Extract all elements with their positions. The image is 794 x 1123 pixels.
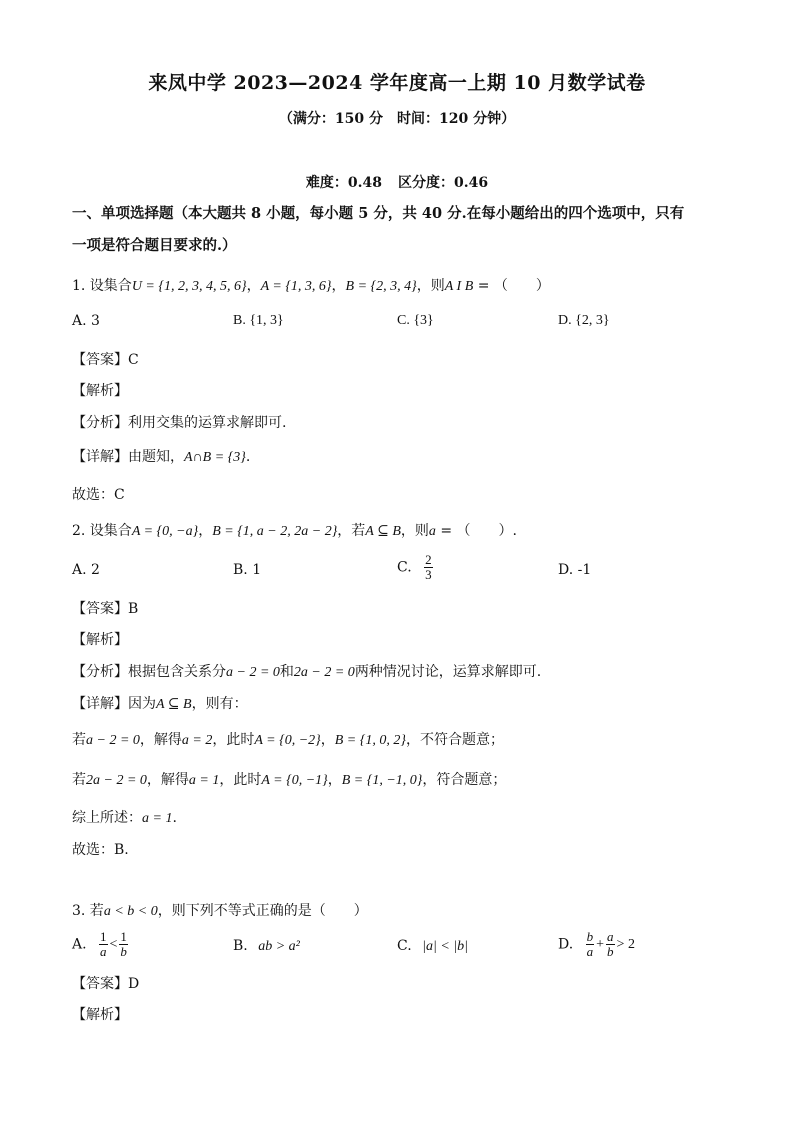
stats-line <box>0 172 794 192</box>
section-heading-line2: 一项是符合题目要求的.） <box>72 237 237 254</box>
q2-option-d: D. -1 <box>558 562 592 578</box>
q1-option-c: C. {3} <box>397 313 434 328</box>
q1-set-a: A = {1, 3, 6} <box>260 279 332 294</box>
q1-option-b: B. {1, 3} <box>233 313 284 328</box>
q1-analysis-label: 【解析】 <box>72 383 128 399</box>
q3-option-a: A. $\frac{1}{a}$ < $\frac{1}{b}$ <box>72 929 127 959</box>
q2-set-b: B = {1, a − 2, 2a − 2} <box>212 524 338 539</box>
discrimination-stat: 区分度：0.46 <box>398 175 489 191</box>
q2-conclusion: 故选：B. <box>72 842 129 858</box>
q1-option-d: D. {2, 3} <box>558 313 610 328</box>
q3-option-d: D. $\frac{b}{a}$ + $\frac{a}{b}$ > 2 <box>558 929 635 959</box>
q2-summary: 综上所述：a = 1. <box>72 810 177 826</box>
q2-detail: 【详解】因为A ⊆ B，则有： <box>72 696 248 712</box>
section-heading-line1: 一、单项选择题（本大题共 8 小题，每小题 5 分，共 40 分.在每小题给出的四个选项中，只有 <box>72 205 685 222</box>
q2-case-1: 若a − 2 = 0，解得a = 2，此时A = {0, −2}，B = {1, 0, 2}，不符合题意； <box>72 732 504 748</box>
q1-set-b: B = {2, 3, 4} <box>345 279 417 294</box>
q2-option-c-fraction: $\frac{2}{3}$ <box>425 552 432 582</box>
q1-detail: 【详解】由题知，A∩B = {3}. <box>72 449 251 465</box>
q2-stem: 2. 设集合A = {0, −a}，B = {1, a − 2, 2a − 2}，若A ⊆ B，则a = （ ）. <box>72 523 517 539</box>
q3-option-b: B. ab > a² <box>233 938 300 954</box>
q2-option-c: C. $\frac{2}{3}$ <box>397 552 432 582</box>
q2-option-b: B. 1 <box>233 562 262 578</box>
q1-conclusion: 故选：C <box>72 487 125 503</box>
q3-analysis-label: 【解析】 <box>72 1007 128 1023</box>
q3-stem: 3. 若a < b < 0，则下列不等式正确的是（ ） <box>72 903 368 919</box>
q2-analysis-label: 【解析】 <box>72 632 128 648</box>
q2-case-2: 若2a − 2 = 0，解得a = 1，此时A = {0, −1}，B = {1, −1, 0}，符合题意； <box>72 772 507 788</box>
q2-set-a: A = {0, −a} <box>131 524 199 539</box>
q1-set-u: U = {1, 2, 3, 4, 5, 6} <box>131 279 247 294</box>
q1-fenxi: 【分析】利用交集的运算求解即可. <box>72 415 287 431</box>
q1-stem: 1. 设集合U = {1, 2, 3, 4, 5, 6}，A = {1, 3, 6}，B = {2, 3, 4}，则A I B = （ ） <box>72 278 550 294</box>
q1-answer: 【答案】C <box>72 352 139 368</box>
q1-ask-expr: A I B <box>444 279 474 294</box>
q3-option-c: C. |a| < |b| <box>397 938 468 954</box>
q2-fenxi: 【分析】根据包含关系分a − 2 = 0和2a − 2 = 0两种情况讨论，运算求解即可. <box>72 664 542 680</box>
page-title: 来凤中学 2023—2024 学年度高一上期 10 月数学试卷 <box>148 72 646 94</box>
q2-answer: 【答案】B <box>72 601 139 617</box>
difficulty-stat: 难度：0.48 <box>305 175 382 191</box>
page-subtitle: （满分：150 分 时间：120 分钟） <box>278 111 516 127</box>
q2-option-a: A. 2 <box>72 562 100 578</box>
q3-answer: 【答案】D <box>72 976 140 992</box>
q1-option-a: A. 3 <box>72 313 100 329</box>
